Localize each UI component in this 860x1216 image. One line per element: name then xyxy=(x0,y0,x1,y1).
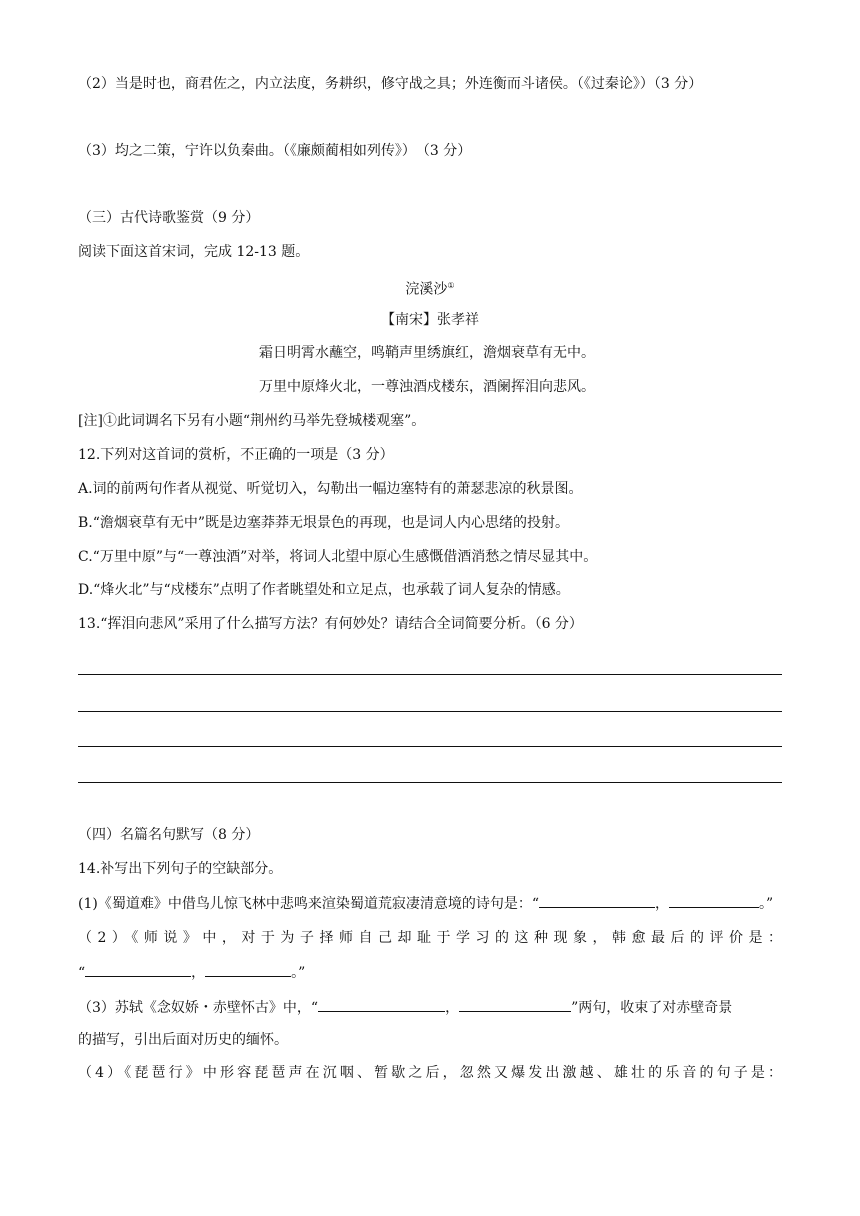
answer-line-2[interactable] xyxy=(78,711,782,712)
poem-author: 【南宋】张孝祥 xyxy=(381,312,479,328)
item-1-blank-2[interactable] xyxy=(669,893,759,908)
answer-line-4[interactable] xyxy=(78,782,782,783)
item-2-line-2 xyxy=(78,962,305,983)
poem-title xyxy=(0,276,860,300)
item-2-separator: ， xyxy=(191,965,206,981)
poem-line-2: 万里中原烽火北，一尊浊酒戍楼东，酒阑挥泪向悲风。 xyxy=(259,379,595,395)
option-d: D.“烽火北”与“戍楼东”点明了作者眺望处和立足点，也承载了词人复杂的情感。 xyxy=(78,582,570,598)
item-2-line-1: （2）《师说》中，对于为子择师自己却耻于学习的这种现象，韩愈最后的评价是： xyxy=(78,930,782,946)
question-13: 13.“挥泪向悲风”采用了什么描写方法？有何妙处？请结合全词简要分析。（6 分） xyxy=(78,616,583,632)
item-1-blank-1[interactable] xyxy=(539,893,655,908)
item-2-blank-1[interactable] xyxy=(85,962,191,977)
poem-note: [注]①此词调名下另有小题“荆州约马举先登城楼观塞”。 xyxy=(78,413,426,429)
poem-line-1: 霜日明霄水蘸空，鸣鞘声里绣旗红，澹烟衰草有无中。 xyxy=(259,345,595,361)
question-12: 12.下列对这首词的赏析，不正确的一项是（3 分） xyxy=(78,447,394,463)
option-b: B.“澹烟衰草有无中”既是边塞莽莽无垠景色的再现，也是词人内心思绪的投射。 xyxy=(78,515,570,531)
option-a: A.词的前两句作者从视觉、听觉切入，勾勒出一幅边塞特有的萧瑟悲凉的秋景图。 xyxy=(78,481,583,497)
question-14: 14.补写出下列句子的空缺部分。 xyxy=(78,861,283,877)
item-2-open-quote: “ xyxy=(78,965,86,981)
item-3-prompt: （3）苏轼《念奴娇・赤壁怀古》中，“ xyxy=(78,1000,319,1016)
option-c: C.“万里中原”与“一尊浊酒”对举，将词人北望中原心生感慨借酒消愁之情尽显其中。 xyxy=(78,549,598,565)
item-1-prompt: (1)《蜀道难》中借鸟儿惊飞林中悲鸣来渲染蜀道荒寂凄清意境的诗句是：“ xyxy=(78,896,539,912)
item-3-separator: ， xyxy=(445,1000,460,1016)
section-3-heading: （三）古代诗歌鉴赏（9 分） xyxy=(78,210,260,226)
poem-title-footnote-mark: ① xyxy=(447,281,455,290)
item-3-blank-2[interactable] xyxy=(459,997,571,1012)
item-3-blank-1[interactable] xyxy=(318,997,445,1012)
question-11-3: （3）均之二策，宁许以负秦曲。（《廉颇蔺相如列传》） （3 分） xyxy=(78,143,472,159)
item-3-tail: ”两句，收束了对赤壁奇景 xyxy=(571,1000,733,1016)
item-3-line-2: 的描写，引出后面对历史的缅怀。 xyxy=(78,1032,288,1048)
answer-line-1[interactable] xyxy=(78,674,782,675)
poem-title-text: 浣溪沙 xyxy=(405,281,448,298)
section-3-intro: 阅读下面这首宋词，完成 12-13 题。 xyxy=(78,244,310,260)
item-4-line-1: （4）《琵琶行》中形容琵琶声在沉咽、暂歇之后，忽然又爆发出激越、雄壮的乐音的句子是： xyxy=(78,1065,782,1081)
answer-line-3[interactable] xyxy=(78,746,782,747)
item-1-end: 。” xyxy=(759,896,774,912)
item-1-separator: ， xyxy=(655,896,669,912)
item-1 xyxy=(78,893,773,914)
item-2-end: 。” xyxy=(291,965,306,981)
section-4-heading: （四）名篇名句默写（8 分） xyxy=(78,827,260,843)
item-3-line-1 xyxy=(78,997,732,1018)
question-11-2: （2）当是时也，商君佐之，内立法度，务耕织，修守战之具；外连衡而斗诸侯。（《过秦论》）（3 分） xyxy=(78,76,703,92)
item-2-blank-2[interactable] xyxy=(205,962,291,977)
